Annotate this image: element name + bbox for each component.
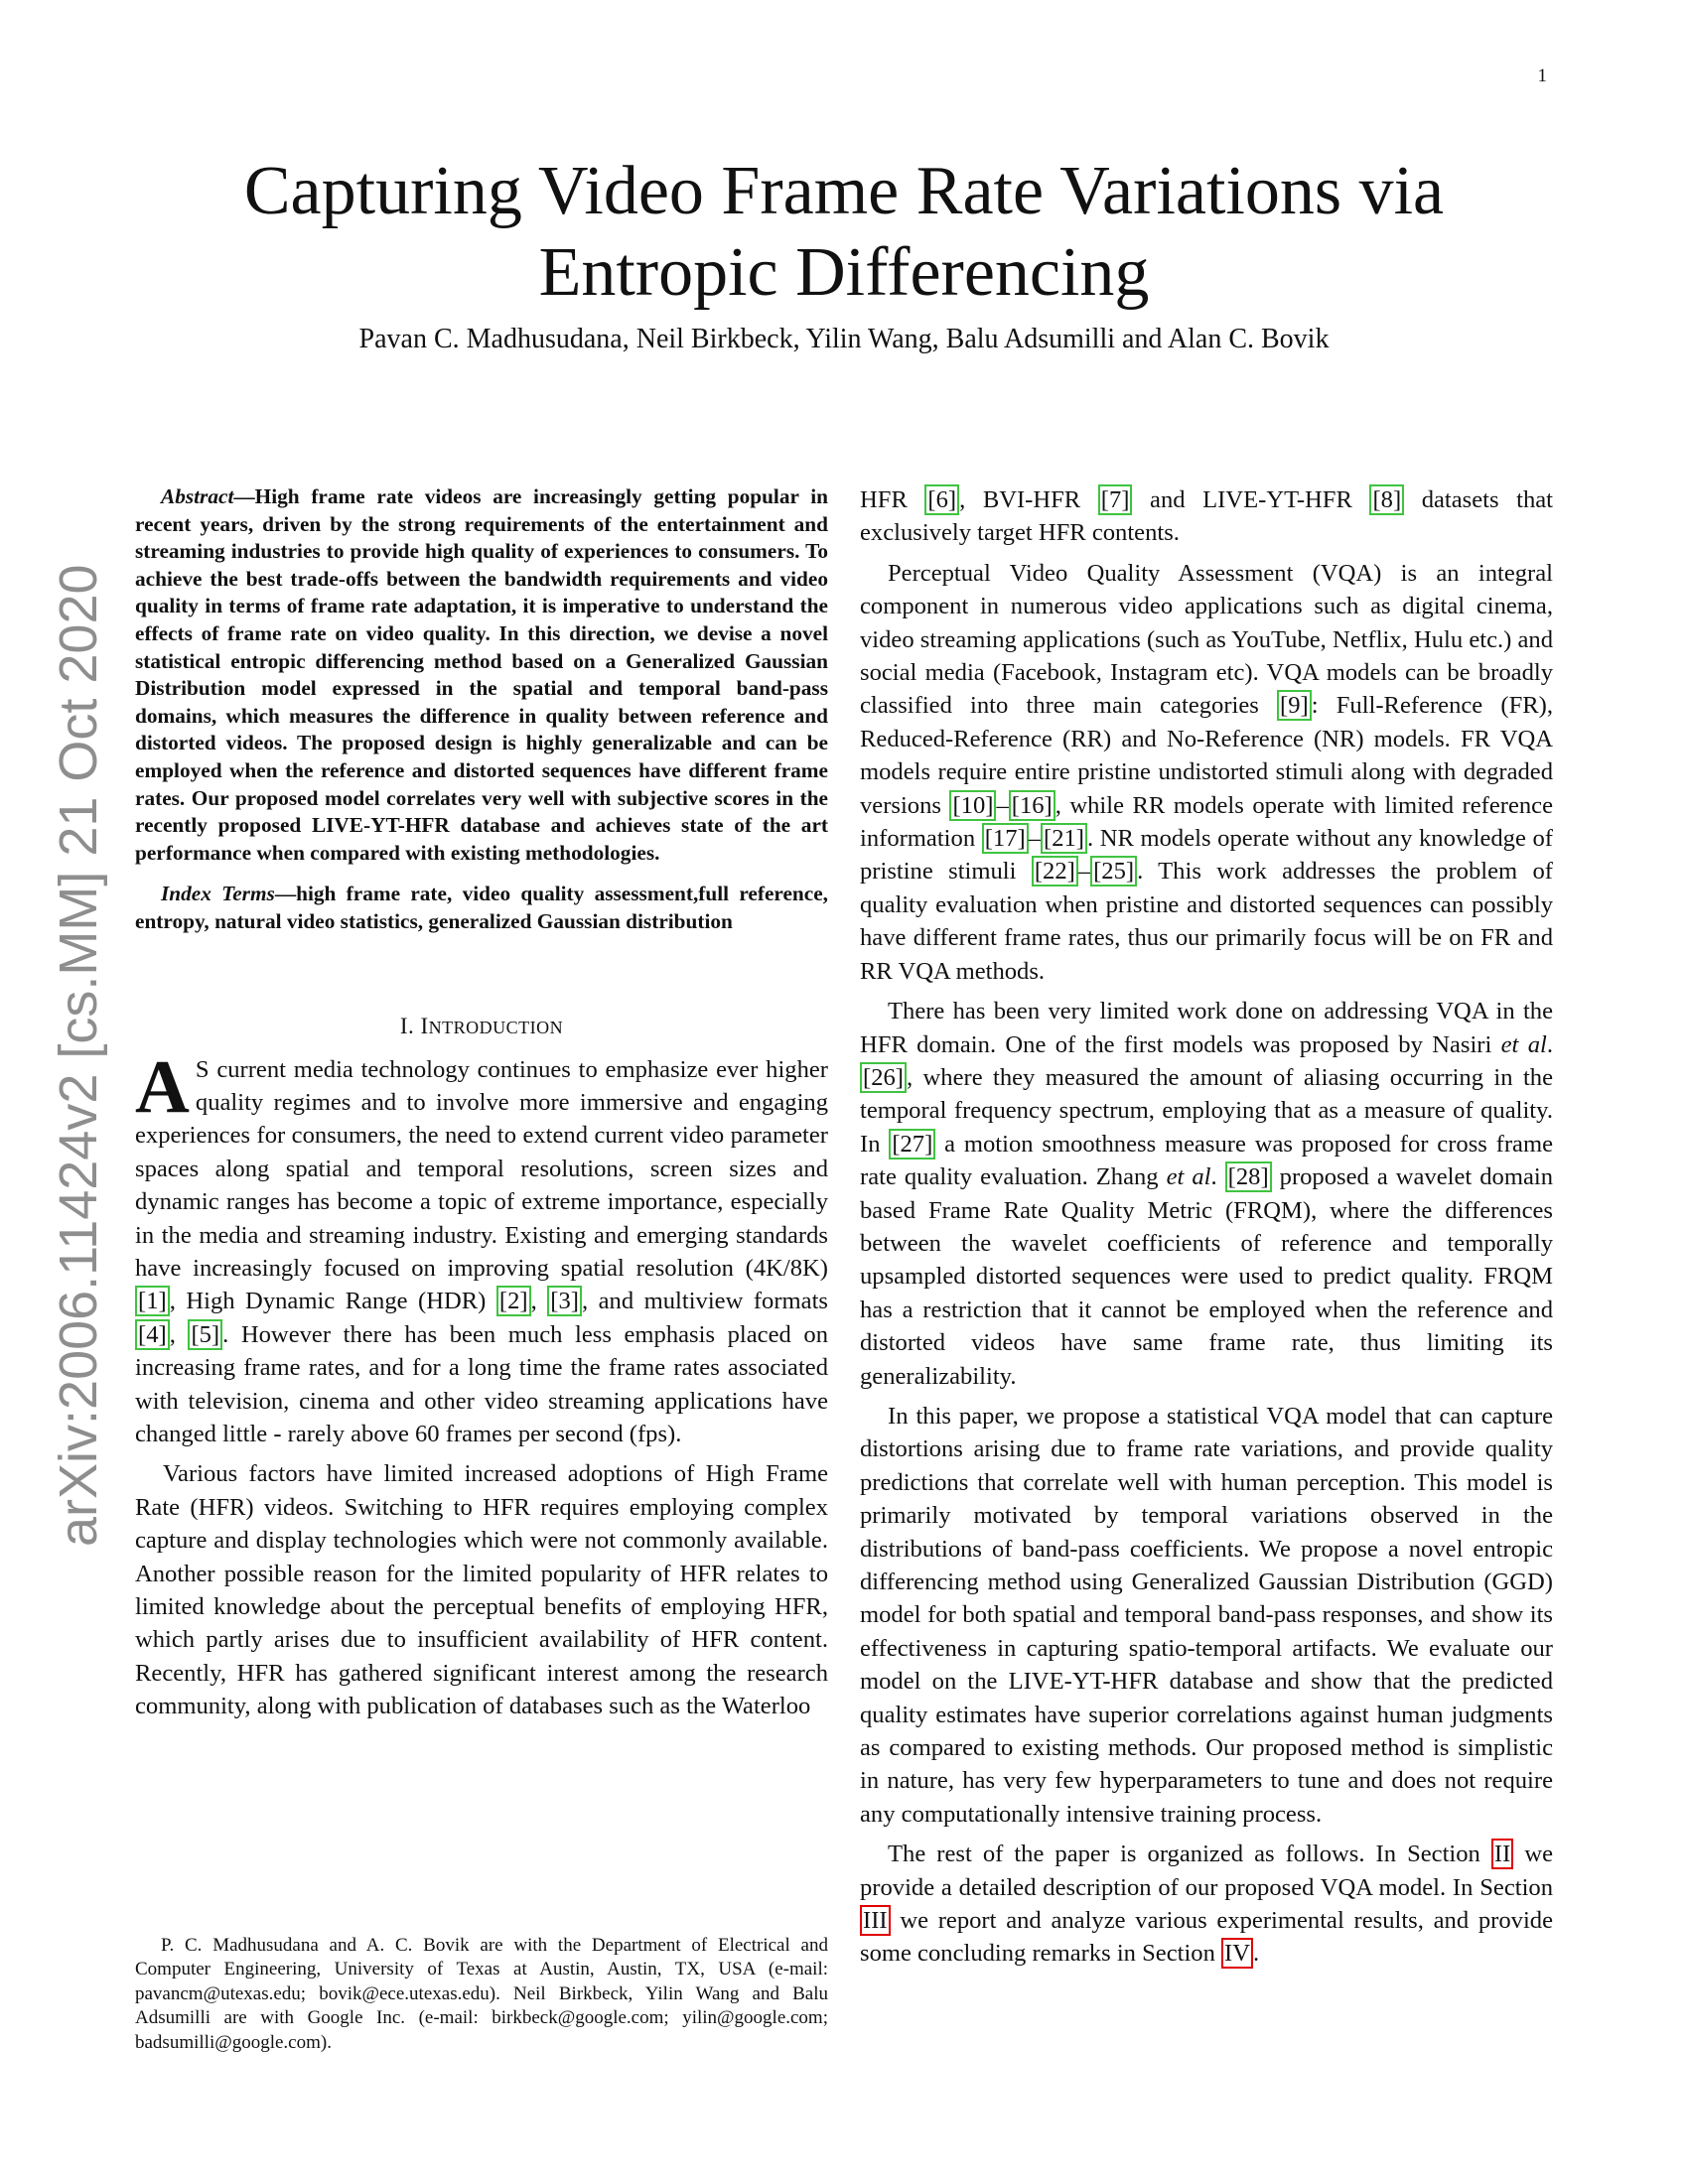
- body-text: and LIVE-YT-HFR: [1132, 486, 1370, 513]
- intro-text: ,: [530, 1288, 548, 1315]
- abstract: [135, 483, 828, 867]
- right-paragraph-4: [860, 1838, 1553, 1971]
- abstract-text: —High frame rate videos are increasingly getting popular in recent years, driven by the strong requirements of the entertainment and streaming industries to provide high quality of experiences to consumers. To achieve the best trade-offs between the bandwidth requirements and video quality in terms of frame rate adaptation, it is imperative to understand the effects of frame rate on video quality. In this direction, we devise a novel statistical entropic differencing method based on a Generalized Gaussian Distribution model expressed in the spatial and temporal band-pass domains, which measures the difference in quality between reference and distorted videos. The proposed design is highly generalizable and can be employed when the reference and distorted sequences have different frame rates. Our proposed model correlates very well with subjective scores in the recently proposed LIVE-YT-HFR database and achieves state of the art performance when compared with existing methodologies.: [135, 484, 828, 865]
- index-terms-label: Index Terms: [161, 882, 275, 906]
- body-text: The rest of the paper is organized as follows. In Section: [888, 1841, 1491, 1868]
- index-terms-text: —high frame rate, video quality assessment,full reference, entropy, natural video statistics, generalized Gaussian distribution: [135, 882, 828, 933]
- citation-link[interactable]: [6]: [924, 484, 959, 515]
- body-text: –: [996, 791, 1009, 819]
- body-text: –: [1077, 858, 1091, 886]
- author-list: Pavan C. Madhusudana, Neil Birkbeck, Yilin Wang, Balu Adsumilli and Alan C. Bovik: [358, 324, 1330, 354]
- intro-paragraph-1: [135, 1044, 828, 1451]
- intro-text: S current media technology continues to emphasize ever higher quality regimes and to involve more immersive and engaging experiences for consumers, the need to extend current video parameter spaces along spatial and temporal resolutions, screen sizes and dynamic ranges has become a topic of extreme importance, especially in the media and streaming industry. Existing and emerging standards have increasingly focused on improving spatial resolution (4K/8K): [135, 1055, 828, 1282]
- citation-link[interactable]: [17]: [982, 823, 1029, 854]
- arxiv-stamp: arXiv:2006.11424v2 [cs.MM] 21 Oct 2020: [49, 564, 108, 1547]
- body-text-italic: et al: [1166, 1163, 1211, 1191]
- section-ref-link[interactable]: IV: [1221, 1938, 1253, 1969]
- body-text: a motion smoothness measure was proposed for cross frame rate quality evaluation. Zhang: [860, 1130, 1553, 1191]
- body-text: There has been very limited work done on addressing VQA in the HFR domain. One of the first models was proposed by Nasiri: [860, 998, 1553, 1058]
- intro-text: . However there has been much less emphasis placed on increasing frame rates, and for a long time the frame rates associated with television, cinema and other video streaming applications have changed little - rarely above 60 frames per second (fps).: [135, 1320, 828, 1447]
- citation-link[interactable]: [1]: [135, 1286, 170, 1316]
- body-text: HFR: [860, 486, 925, 513]
- citation-link[interactable]: [3]: [547, 1286, 582, 1316]
- intro-text: , and multiview formats: [581, 1288, 828, 1315]
- body-text: proposed a wavelet domain based Frame Rate Quality Metric (FRQM), where the differences between the wavelet coefficients of reference and temporally upsampled distorted sequences were used to predict quality. FRQM has a restriction that it cannot be employed when the reference and distorted videos have same frame rate, thus limiting its generalizability.: [860, 1163, 1553, 1390]
- body-text: –: [1028, 825, 1041, 853]
- body-text: Perceptual Video Quality Assessment (VQA) is an integral component in numerous video applications such as digital cinema, video streaming applications (such as YouTube, Netflix, Hulu etc.) and social media (Facebook, Instagram etc). VQA models can be broadly classified into three main categories: [860, 559, 1553, 720]
- citation-link[interactable]: [5]: [188, 1319, 222, 1350]
- intro-text: , High Dynamic Range (HDR): [169, 1288, 496, 1315]
- body-text: , BVI-HFR: [959, 486, 1098, 513]
- right-paragraph-1: [860, 557, 1553, 988]
- citation-link[interactable]: [28]: [1225, 1161, 1272, 1192]
- author-footnote: P. C. Madhusudana and A. C. Bovik are with the Department of Electrical and Computer Engineering, University of Texas at Austin, Austin, TX, USA (e-mail: pavancm@utexas.edu; bovik@ece.utexas.edu). Neil Birkbeck, Yilin Wang and Balu Adsumilli are with Google Inc. (e-mail: birkbeck@google.com; yilin@google.com; badsumilli@google.com).: [135, 1935, 828, 2053]
- body-text: .: [1546, 1030, 1554, 1058]
- intro-text: ,: [169, 1320, 189, 1348]
- section-title-first: I: [420, 1013, 429, 1038]
- section-ref-link[interactable]: III: [860, 1905, 891, 1936]
- citation-link[interactable]: [2]: [496, 1286, 531, 1316]
- citation-link[interactable]: [25]: [1090, 856, 1137, 887]
- citation-link[interactable]: [8]: [1369, 484, 1404, 515]
- body-text-italic: et al: [1500, 1030, 1547, 1058]
- section-ref-link[interactable]: II: [1491, 1839, 1513, 1869]
- body-text: . NR models operate without any knowledge of pristine stimuli: [860, 825, 1553, 886]
- citation-link[interactable]: [27]: [889, 1129, 935, 1160]
- abstract-label: Abstract: [161, 484, 234, 508]
- body-text: , while RR models operate with limited reference information: [860, 791, 1553, 853]
- body-text: , where they measured the amount of aliasing occurring in the temporal frequency spectrum, employing that as a measure of quality. In: [860, 1063, 1553, 1158]
- citation-link[interactable]: [21]: [1041, 823, 1087, 854]
- body-text: .: [1253, 1940, 1260, 1968]
- right-paragraph-3: In this paper, we propose a statistical VQA model that can capture distortions arising due to frame rate variations, and provide quality predictions that correlate well with human perception. This model is primarily motivated by temporal variations observed in the distributions of band-pass coefficients. We propose a novel entropic differencing method using Generalized Gaussian Distribution (GGD) model for both spatial and temporal band-pass responses, and show its effectiveness in capturing spatio-temporal artifacts. We evaluate our model on the LIVE-YT-HFR database and show that the predicted quality estimates have superior correlations against human judgments as compared to existing methods. Our proposed method is simplistic in nature, has very few hyperparameters to tune and does not require any computationally intensive training process.: [860, 1402, 1553, 1828]
- section-numeral: I.: [399, 1013, 415, 1038]
- right-column: [860, 483, 1553, 1971]
- citation-link[interactable]: [4]: [135, 1319, 170, 1350]
- citation-link[interactable]: [7]: [1098, 484, 1133, 515]
- index-terms: [135, 881, 828, 935]
- body-text: we provide a detailed description of our proposed VQA model. In Section: [860, 1841, 1553, 1901]
- section-heading-introduction: [135, 1014, 828, 1039]
- right-paragraph-0: [860, 483, 1553, 550]
- intro-paragraph-2: Various factors have limited increased adoptions of High Frame Rate (HFR) videos. Switching to HFR requires employing complex capture and display technologies which were not commonly available. Another possible reason for the limited popularity of HFR relates to limited knowledge about the perceptual benefits of employing HFR, which partly arises due to insufficient availability of HFR content. Recently, HFR has gathered significant interest among the research community, along with publication of databases such as the Waterloo: [135, 1460, 828, 1720]
- citation-link[interactable]: [10]: [949, 790, 996, 821]
- citation-link[interactable]: [22]: [1032, 856, 1078, 887]
- body-text: .: [1210, 1163, 1225, 1191]
- citation-link[interactable]: [26]: [860, 1062, 907, 1093]
- citation-link[interactable]: [16]: [1009, 790, 1055, 821]
- citation-link[interactable]: [9]: [1277, 690, 1312, 721]
- section-title-rest: NTRODUCTION: [428, 1017, 564, 1037]
- right-paragraph-2: [860, 995, 1553, 1393]
- paper-title: Capturing Video Frame Rate Variations via Entropic Differencing: [243, 153, 1445, 311]
- drop-cap: A: [135, 1044, 190, 1129]
- body-text: . This work addresses the problem of quality evaluation when pristine and distorted sequences can possibly have different frame rates, thus our primarily focus will be on FR and RR VQA methods.: [860, 858, 1553, 985]
- page-number: 1: [1537, 66, 1547, 86]
- body-text: datasets that exclusively target HFR contents.: [860, 486, 1554, 547]
- left-column: [135, 483, 828, 1723]
- body-text: : Full-Reference (FR), Reduced-Reference (RR) and No-Reference (NR) models. FR VQA models require entire pristine undistorted stimuli along with degraded versions: [860, 692, 1554, 819]
- body-text: we report and analyze various experimental results, and provide some concluding remarks in Section: [860, 1907, 1553, 1968]
